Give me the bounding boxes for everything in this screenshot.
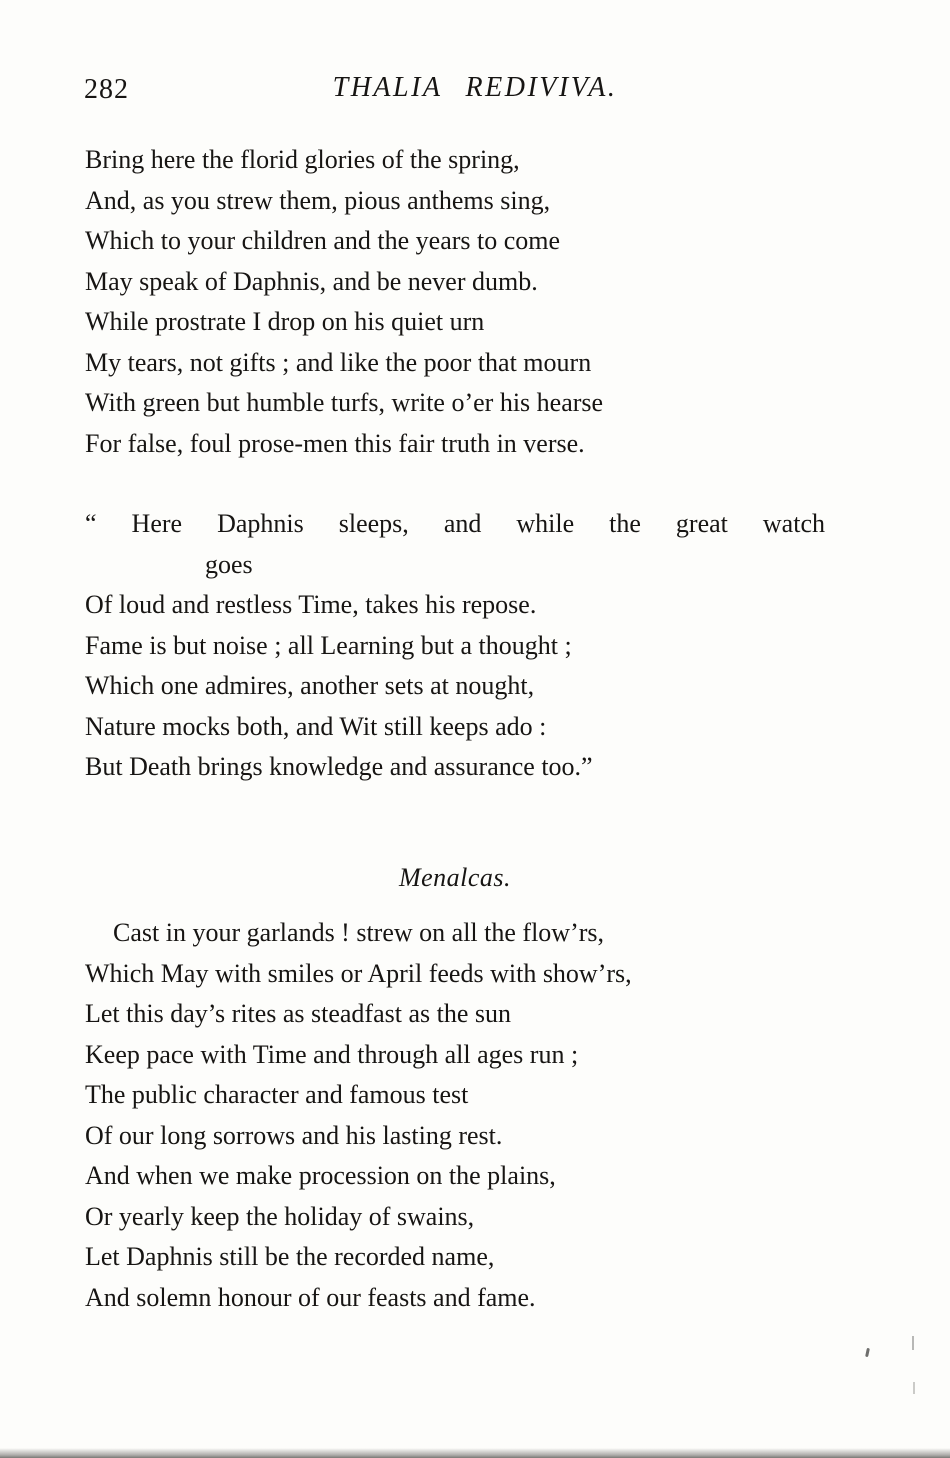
poem-line: Bring here the florid glories of the spring, <box>85 145 520 174</box>
poem-line: Let Daphnis still be the recorded name, <box>85 1242 495 1271</box>
poem-line: Nature mocks both, and Wit still keeps ado : <box>85 711 547 741</box>
stanza-2 <box>85 504 825 788</box>
speaker-heading: Menalcas. <box>398 862 512 892</box>
poem-line: Which one admires, another sets at nought, <box>85 671 535 700</box>
poem-line-continuation: goes <box>205 549 253 579</box>
page-header-title: THALIA REDIVIVA. <box>332 72 618 103</box>
scan-artifact <box>912 1336 914 1350</box>
poem-line: Or yearly keep the holiday of swains, <box>85 1201 475 1231</box>
poem-line: With green but humble turfs, write o’er his hearse <box>85 388 604 417</box>
stanza-3 <box>85 913 825 1318</box>
poem-line: And, as you strew them, pious anthems sing, <box>85 185 551 215</box>
poem-line: Of loud and restless Time, takes his repose. <box>85 590 537 619</box>
poem-line: But Death brings knowledge and assurance too.” <box>85 752 593 781</box>
poem-line: Fame is but noise ; all Learning but a thought ; <box>85 630 572 660</box>
poem-line: For false, foul prose-men this fair truth in verse. <box>85 428 585 458</box>
poem-line: Which May with smiles or April feeds with show’rs, <box>85 958 632 988</box>
poem-line: Of our long sorrows and his lasting rest. <box>85 1120 503 1150</box>
poem-line: While prostrate I drop on his quiet urn <box>85 307 485 336</box>
poem-line: Which to your children and the years to come <box>85 226 561 255</box>
poem-line: “ Here Daphnis sleeps, and while the great watch <box>85 509 825 538</box>
poem-body <box>85 140 825 1318</box>
page-header <box>0 72 950 116</box>
poem-line: And solemn honour of our feasts and fame. <box>85 1282 536 1312</box>
poem-line: The public character and famous test <box>85 1080 469 1109</box>
poem-line: My tears, not gifts ; and like the poor that mourn <box>85 347 592 377</box>
page-number: 282 <box>84 74 129 105</box>
stanza-1 <box>85 140 825 464</box>
poem-line: May speak of Daphnis, and be never dumb. <box>85 266 538 296</box>
scan-artifact <box>913 1382 915 1394</box>
poem-line: And when we make procession on the plains, <box>85 1161 556 1190</box>
scan-artifact <box>865 1348 870 1357</box>
poem-line: Cast in your garlands ! strew on all the flow’rs, <box>113 918 605 947</box>
poem-line: Let this day’s rites as steadfast as the sun <box>85 999 512 1028</box>
poem-line: Keep pace with Time and through all ages run ; <box>85 1039 579 1069</box>
